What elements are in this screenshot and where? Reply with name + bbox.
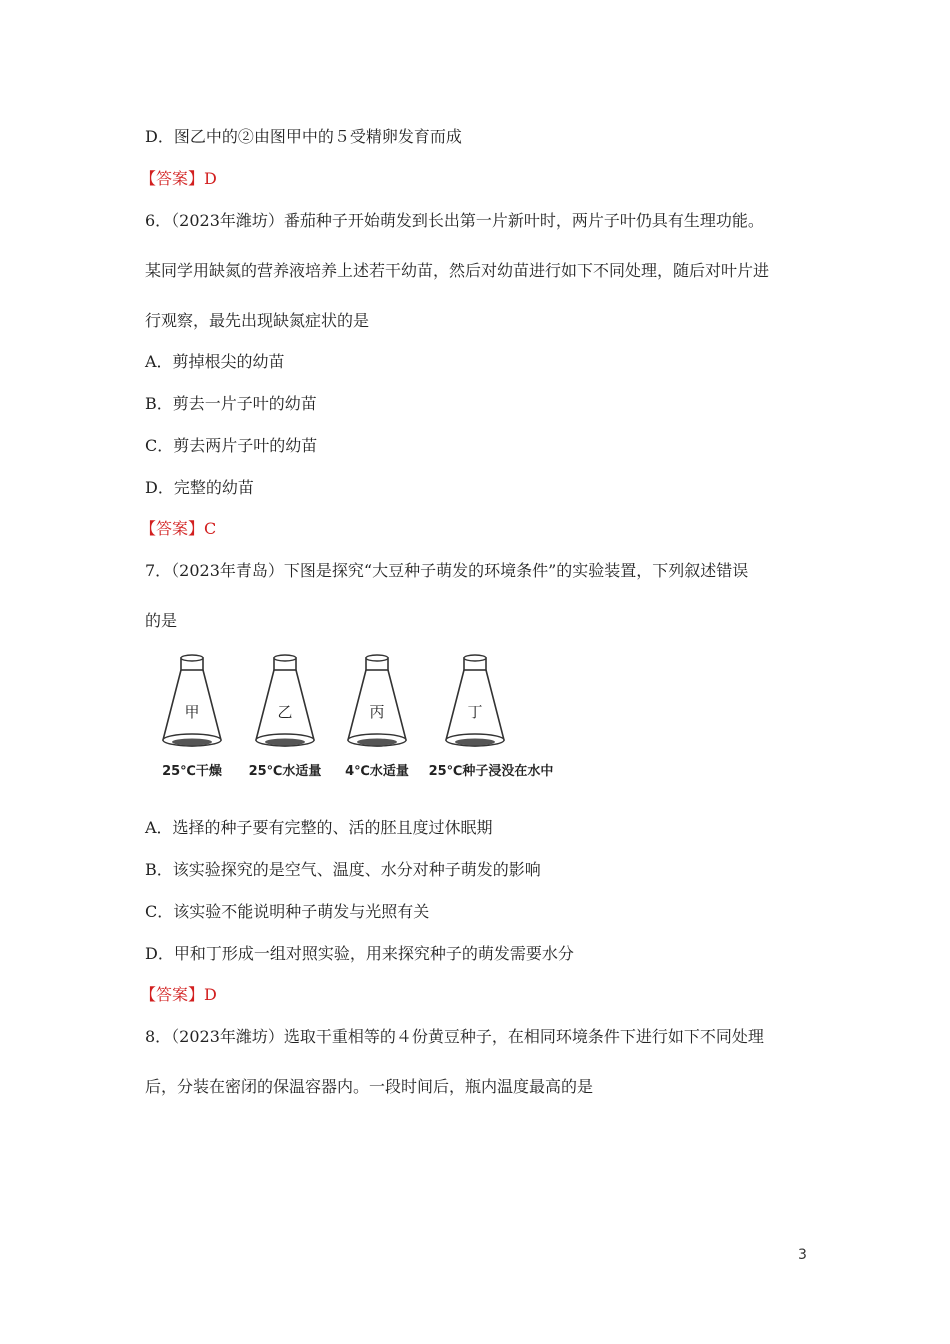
q8-stem-line-1: 8．（2023年潍坊）选取干重相等的４份黄豆种子，在相同环境条件下进行如下不同处理 [145,1027,764,1046]
q7-option-b: B．该实验探究的是空气、温度、水分对种子萌发的影响 [145,860,541,879]
q5-answer [140,168,217,190]
flask-yi [249,655,322,779]
flask-label: 丙 [369,703,385,721]
answer-value: C [204,519,217,538]
q6-stem-line-3: 行观察，最先出现缺氮症状的是 [145,311,370,330]
q6-answer [140,518,216,540]
flask-caption: 25℃干燥 [162,764,222,779]
q7-option-c: C．该实验不能说明种子萌发与光照有关 [145,902,430,921]
germination-flasks-figure [155,650,575,785]
seeds-icon [265,739,305,746]
flask-ding [429,655,554,779]
answer-value: D [204,985,217,1004]
q6-option-d: D．完整的幼苗 [145,478,254,497]
seeds-icon [455,739,495,746]
answer-label: 【答案】 [140,519,205,538]
flask-caption: 4℃水适量 [345,764,409,779]
page-number: 3 [798,1247,807,1263]
q7-option-a: A．选择的种子要有完整的、活的胚且度过休眠期 [145,818,493,837]
flask-label: 甲 [184,703,200,721]
flask-jia [162,655,222,779]
flask-caption: 25℃水适量 [248,764,322,779]
q6-option-a: A．剪掉根尖的幼苗 [145,352,285,371]
seeds-icon [172,739,212,746]
answer-label: 【答案】 [140,985,205,1004]
flask-label: 丁 [467,703,483,721]
flask-caption: 25℃种子浸没在水中 [428,764,554,779]
q7-stem-line-2: 的是 [145,611,178,630]
q7-answer [140,984,217,1006]
q5-option-d: D．图乙中的②由图甲中的５受精卵发育而成 [145,127,462,146]
q6-option-c: C．剪去两片子叶的幼苗 [145,436,318,455]
q7-stem-line-1: 7．（2023年青岛）下图是探究“大豆种子萌发的环境条件”的实验装置，下列叙述错误 [145,561,749,580]
q6-stem-line-1: 6．（2023年潍坊）番茄种子开始萌发到长出第一片新叶时，两片子叶仍具有生理功能。 [145,211,764,230]
q6-stem-line-2: 某同学用缺氮的营养液培养上述若干幼苗，然后对幼苗进行如下不同处理，随后对叶片进 [145,261,770,280]
q7-option-d: D．甲和丁形成一组对照实验，用来探究种子的萌发需要水分 [145,944,574,963]
q8-stem-line-2: 后，分装在密闭的保温容器内。一段时间后，瓶内温度最高的是 [145,1077,594,1096]
flask-bing [345,655,409,779]
seeds-icon [357,739,397,746]
q6-option-b: B．剪去一片子叶的幼苗 [145,394,317,413]
flask-label: 乙 [277,703,293,721]
answer-value: D [204,169,217,188]
answer-label: 【答案】 [140,169,205,188]
